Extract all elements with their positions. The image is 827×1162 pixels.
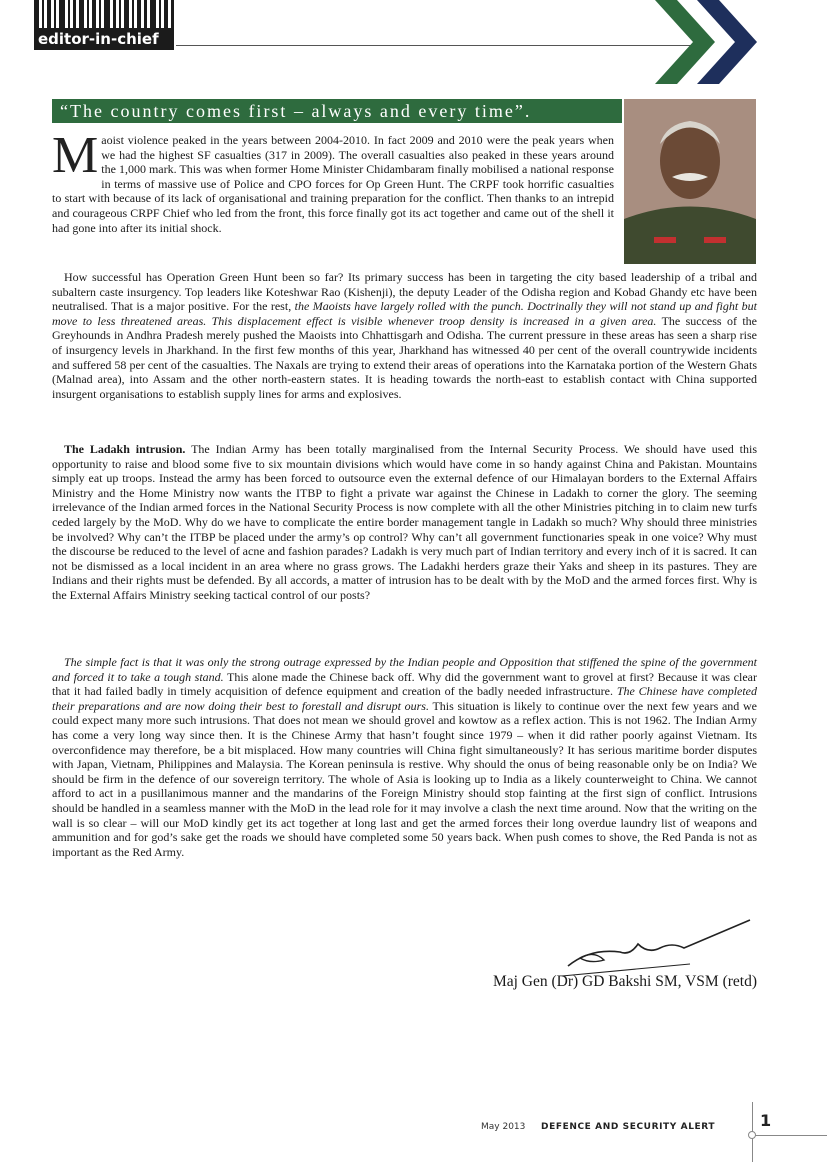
pull-quote-banner: “The country comes first – always and every time”. — [52, 99, 622, 123]
paragraph-text: This alone made the Chinese back off. Why did the government want to grovel at first? Because it was clear that it had failed badly in timely acquisition of defence equipment and creation of the badly needed infrastructure. — [52, 669, 757, 699]
header-rule — [176, 45, 706, 46]
drop-cap: M — [52, 127, 99, 184]
intro-paragraph — [52, 127, 614, 235]
paragraph-text: The Indian Army has been totally marginalised from the Internal Security Process. We should have used this opportunity to raise and blood some five to six mountain divisions which would have come in so handy against China and Pakistan. Mountains simply eat up troops. Instead the army has been forced to outsource even the external defence of our Himalayan borders to the External Affairs Ministry and the Home Ministry now wants the ITBP to fight a private war against the Chinese in Ladakh to corner the glory. The seeming irrelevance of the Indian armed forces in the National Security Process is now complete with all the other Ministries pitching in to claim new turfs ceded largely by the MoD. Why do we have to complicate the entire border management tangle in Ladakh so much? Why should three ministries be involved? Why can’t the ITBP be placed under the army’s op control? Why can’t all government functionaries speak in one voice? Why must the discourse be reduced to the level of acne and fashion parades? Ladakh is very much part of Indian territory and every inch of it is sacred. It can not be dismissed as a local incident in an area where no grass grows. The Ladakhi herders graze their Yaks and sheep in its pastures. They are Indians and their rights must be defended. By all accords, a matter of intrusion has to be dealt with by the MoD and the armed forces first. Why is the External Affairs Ministry seeking tactical control of our posts? — [52, 442, 757, 602]
paragraph-italic: The simple fact is that it was only the strong outrage expressed by the Indian people and Opposition that stiffened the spine of the government and forced it to take a tough stand. — [52, 655, 757, 684]
footer-magazine-name: DEFENCE AND SECURITY ALERT — [541, 1122, 716, 1132]
author-photo — [624, 99, 756, 264]
handwritten-signature — [560, 918, 760, 978]
paragraph-text: This situation is likely to continue over the next few years and we could expect many more such intrusions. That does not mean we should grovel and kowtow as a reflex action. This is not 1962. The Indian Army has come a very long way since then. It is the Chinese Army that hasn’t fought since 1979 – when it did rather poorly against Vietnam. Its overconfidence may therefore, be a bit misplaced. How many countries will China fight simultaneously? It has serious maritime border disputes with Japan, Vietnam, Philippines and Malaysia. The Korean peninsula is restive. Why should the onus of being reasonable only be on India? We should be firm in the defence of our sovereign territory. The whole of Asia is looking up to India as a likely counterweight to China. We cannot afford to act in a pusillanimous manner and the mandarins of the Foreign Ministry should stop fainting at the first sign of conflict. Intrusions should be handled in a seamless manner with the MoD in the lead role for it may involve a clash the next time around. Now that the writing on the wall is so clear – will our MoD kindly get its act together at long last and get the armed forces their long overdue laundry list of weapons and ammunition and for god’s sake get the roads we should have completed some 50 years back. When push comes to shove, the Red Panda is not as important as the Red Army. — [52, 698, 758, 859]
section-label: editor-in-chief — [34, 28, 174, 50]
footer-marker-icon — [748, 1131, 756, 1139]
paragraph-italic: The Chinese have completed their preparations and are now doing their best to forestall and disrupt ours. — [52, 684, 758, 713]
chevron-logo-icon — [655, 0, 760, 84]
intro-text: aoist violence peaked in the years between 2004-2010. In fact 2009 and 2010 were the peak years when we had the highest SF casualties (317 in 2009). The overall casualties also peaked in these years around the 1,000 mark. This was when former Home Minister Chidambaram finally mobilised a national response in terms of massive use of Police and CPO forces for Op Green Hunt. The CRPF took horrific casualties to start with because of its lack of organisational and training preparation for the conflict. Then thanks to an intrepid and courageous CRPF Chief who led from the front, this force finally got its act together and came out of the shell it had gone into after its initial shock. — [52, 133, 614, 235]
paragraph-text: The success of the Greyhounds in Andhra Pradesh merely pushed the Maoists into Chhattisgarh and Odisha. The current pressure in these areas has seen a sharp rise of insurgency levels in Jharkhand. In the first few months of this year, Jharkhand has witnessed 40 per cent of the overall countrywide incidents and suffered 58 per cent of the casualties. The Naxals are trying to extend their areas of operations into the Karnataka portion of the Western Ghats (Malnad area), into Assam and the other north-eastern states. It is heading towards the north-east to establish contact with China supported insurgent organisations to establish supply lines for arms and explosives. — [52, 313, 757, 401]
paragraph-text: How successful has Operation Green Hunt been so far? Its primary success has been in targeting the city based leadership of a tribal and subaltern caste insurgency. Top leaders like Koteshwar Rao (Kishenji), the deputy Leader of the Odisha region and Kobad Ghandy etc have been neutralised. That is a major positive. For the rest, — [52, 270, 757, 314]
barcode-graphic — [34, 0, 174, 28]
footer-date: May 2013 — [481, 1122, 526, 1132]
paragraph-italic: the Maoists have largely rolled with the punch. Doctrinally they will not stand up and fight but move to less threatened areas. This displacement effect is visible whenever troop density is increased in a given area. — [52, 299, 757, 328]
page-number: 1 — [760, 1111, 772, 1130]
paragraph-green-hunt — [52, 270, 757, 401]
footer-rule — [752, 1135, 827, 1136]
paragraph-simple-fact — [52, 655, 757, 859]
run-in-heading: The Ladakh intrusion. — [64, 442, 186, 456]
paragraph-ladakh — [52, 442, 757, 603]
author-byline: Maj Gen (Dr) GD Bakshi SM, VSM (retd) — [492, 973, 757, 990]
